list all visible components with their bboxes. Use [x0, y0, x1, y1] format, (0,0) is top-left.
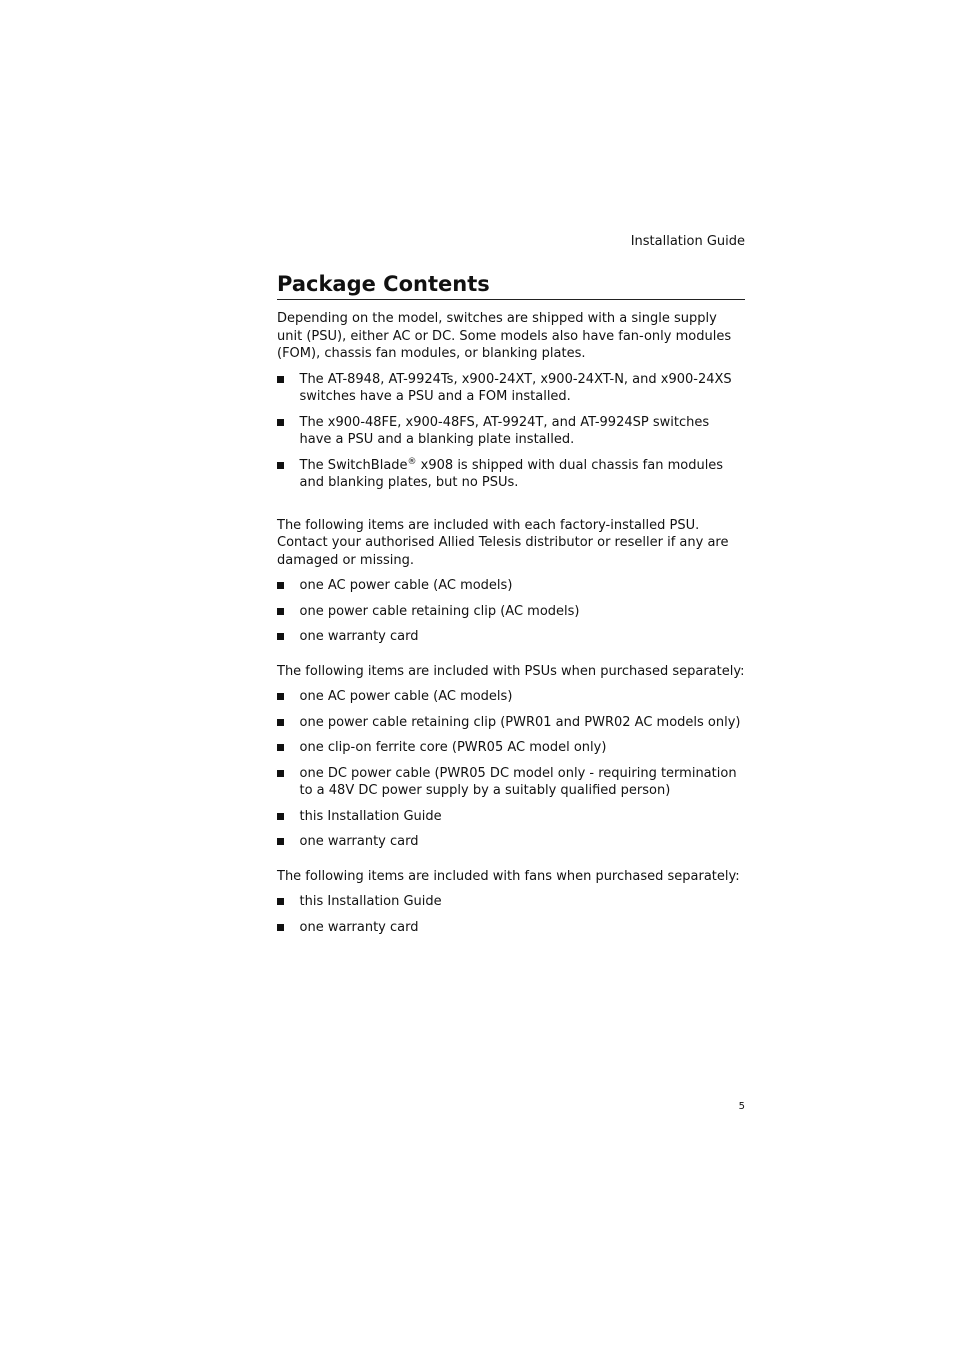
list-item [277, 833, 745, 851]
intro-paragraph: Depending on the model, switches are shipped with a single supply unit (PSU), either AC or DC. Some models also have fan-only modules (FOM), chassis fan modules, or blanking plates. [277, 311, 732, 361]
list-item [277, 919, 745, 937]
bullet-square-icon [277, 376, 284, 383]
list-item-text: one power cable retaining clip (AC models) [299, 603, 580, 619]
separate-psu-paragraph: The following items are included with PSUs when purchased separately: [277, 663, 745, 679]
list-item [277, 714, 745, 732]
list-item [277, 688, 745, 706]
list-item-text: The x900-48FE, x900-48FS, AT-9924T, and AT-9924SP switches have a PSU and a blanking plate installed. [299, 414, 710, 447]
list-item [277, 893, 745, 911]
list-item [277, 414, 745, 449]
list-item-text [300, 458, 724, 491]
list-item [277, 457, 745, 492]
list-item [277, 765, 745, 800]
list-item-text: one AC power cable (AC models) [299, 689, 513, 704]
switchblade-name: The SwitchBlade [299, 457, 408, 473]
list-item-text: one warranty card [299, 919, 419, 935]
separate-fan-list [277, 893, 745, 936]
list-item-text: one warranty card [299, 834, 419, 849]
list-item-text: one AC power cable (AC models) [299, 578, 513, 593]
switchblade-description: x908 is shipped with dual chassis fan modules and blanking plates, but no PSUs. [299, 457, 724, 490]
bullet-square-icon [277, 924, 284, 931]
bullet-square-icon [277, 813, 284, 820]
list-item-text: one power cable retaining clip (PWR01 and PWR02 AC models only) [299, 714, 741, 730]
list-item-text: The AT-8948, AT-9924Ts, x900-24XT, x900-24XT-N, and x900-24XS switches have a PSU and a FOM installed. [299, 371, 732, 404]
list-item-text: one clip-on ferrite core (PWR05 AC model only) [299, 740, 607, 755]
bullet-square-icon [277, 898, 284, 905]
separate-fan-paragraph: The following items are included with fans when purchased separately: [277, 868, 740, 884]
page-title: Package Contents [277, 270, 745, 300]
model-list [277, 371, 745, 492]
bullet-square-icon [277, 419, 284, 426]
bullet-square-icon [277, 719, 284, 726]
list-item [277, 603, 745, 621]
separate-psu-list [277, 688, 745, 851]
bullet-square-icon [277, 608, 284, 615]
bullet-square-icon [277, 744, 284, 751]
bullet-square-icon [277, 462, 284, 469]
page-content [277, 270, 745, 936]
bullet-square-icon [277, 838, 284, 845]
bullet-square-icon [277, 582, 284, 589]
list-item-text: this Installation Guide [299, 808, 442, 824]
page-number: 5 [738, 1101, 745, 1112]
list-item [277, 628, 745, 646]
factory-psu-paragraph: The following items are included with each factory-installed PSU. Contact your authorised Allied Telesis distributor or reseller if any are damaged or missing. [277, 517, 729, 568]
bullet-square-icon [277, 770, 284, 777]
list-item [277, 577, 745, 595]
list-item-text: one DC power cable (PWR05 DC model only - requiring termination to a 48V DC power supply by a suitably qualified person) [299, 765, 737, 798]
list-item-text: this Installation Guide [299, 894, 442, 909]
factory-psu-list [277, 577, 745, 646]
list-item [277, 739, 745, 757]
registered-mark: ® [407, 456, 417, 467]
list-item [277, 808, 745, 826]
bullet-square-icon [277, 693, 284, 700]
running-header: Installation Guide [630, 234, 745, 249]
bullet-square-icon [277, 633, 284, 640]
list-item-text: one warranty card [299, 629, 419, 644]
list-item [277, 371, 745, 406]
